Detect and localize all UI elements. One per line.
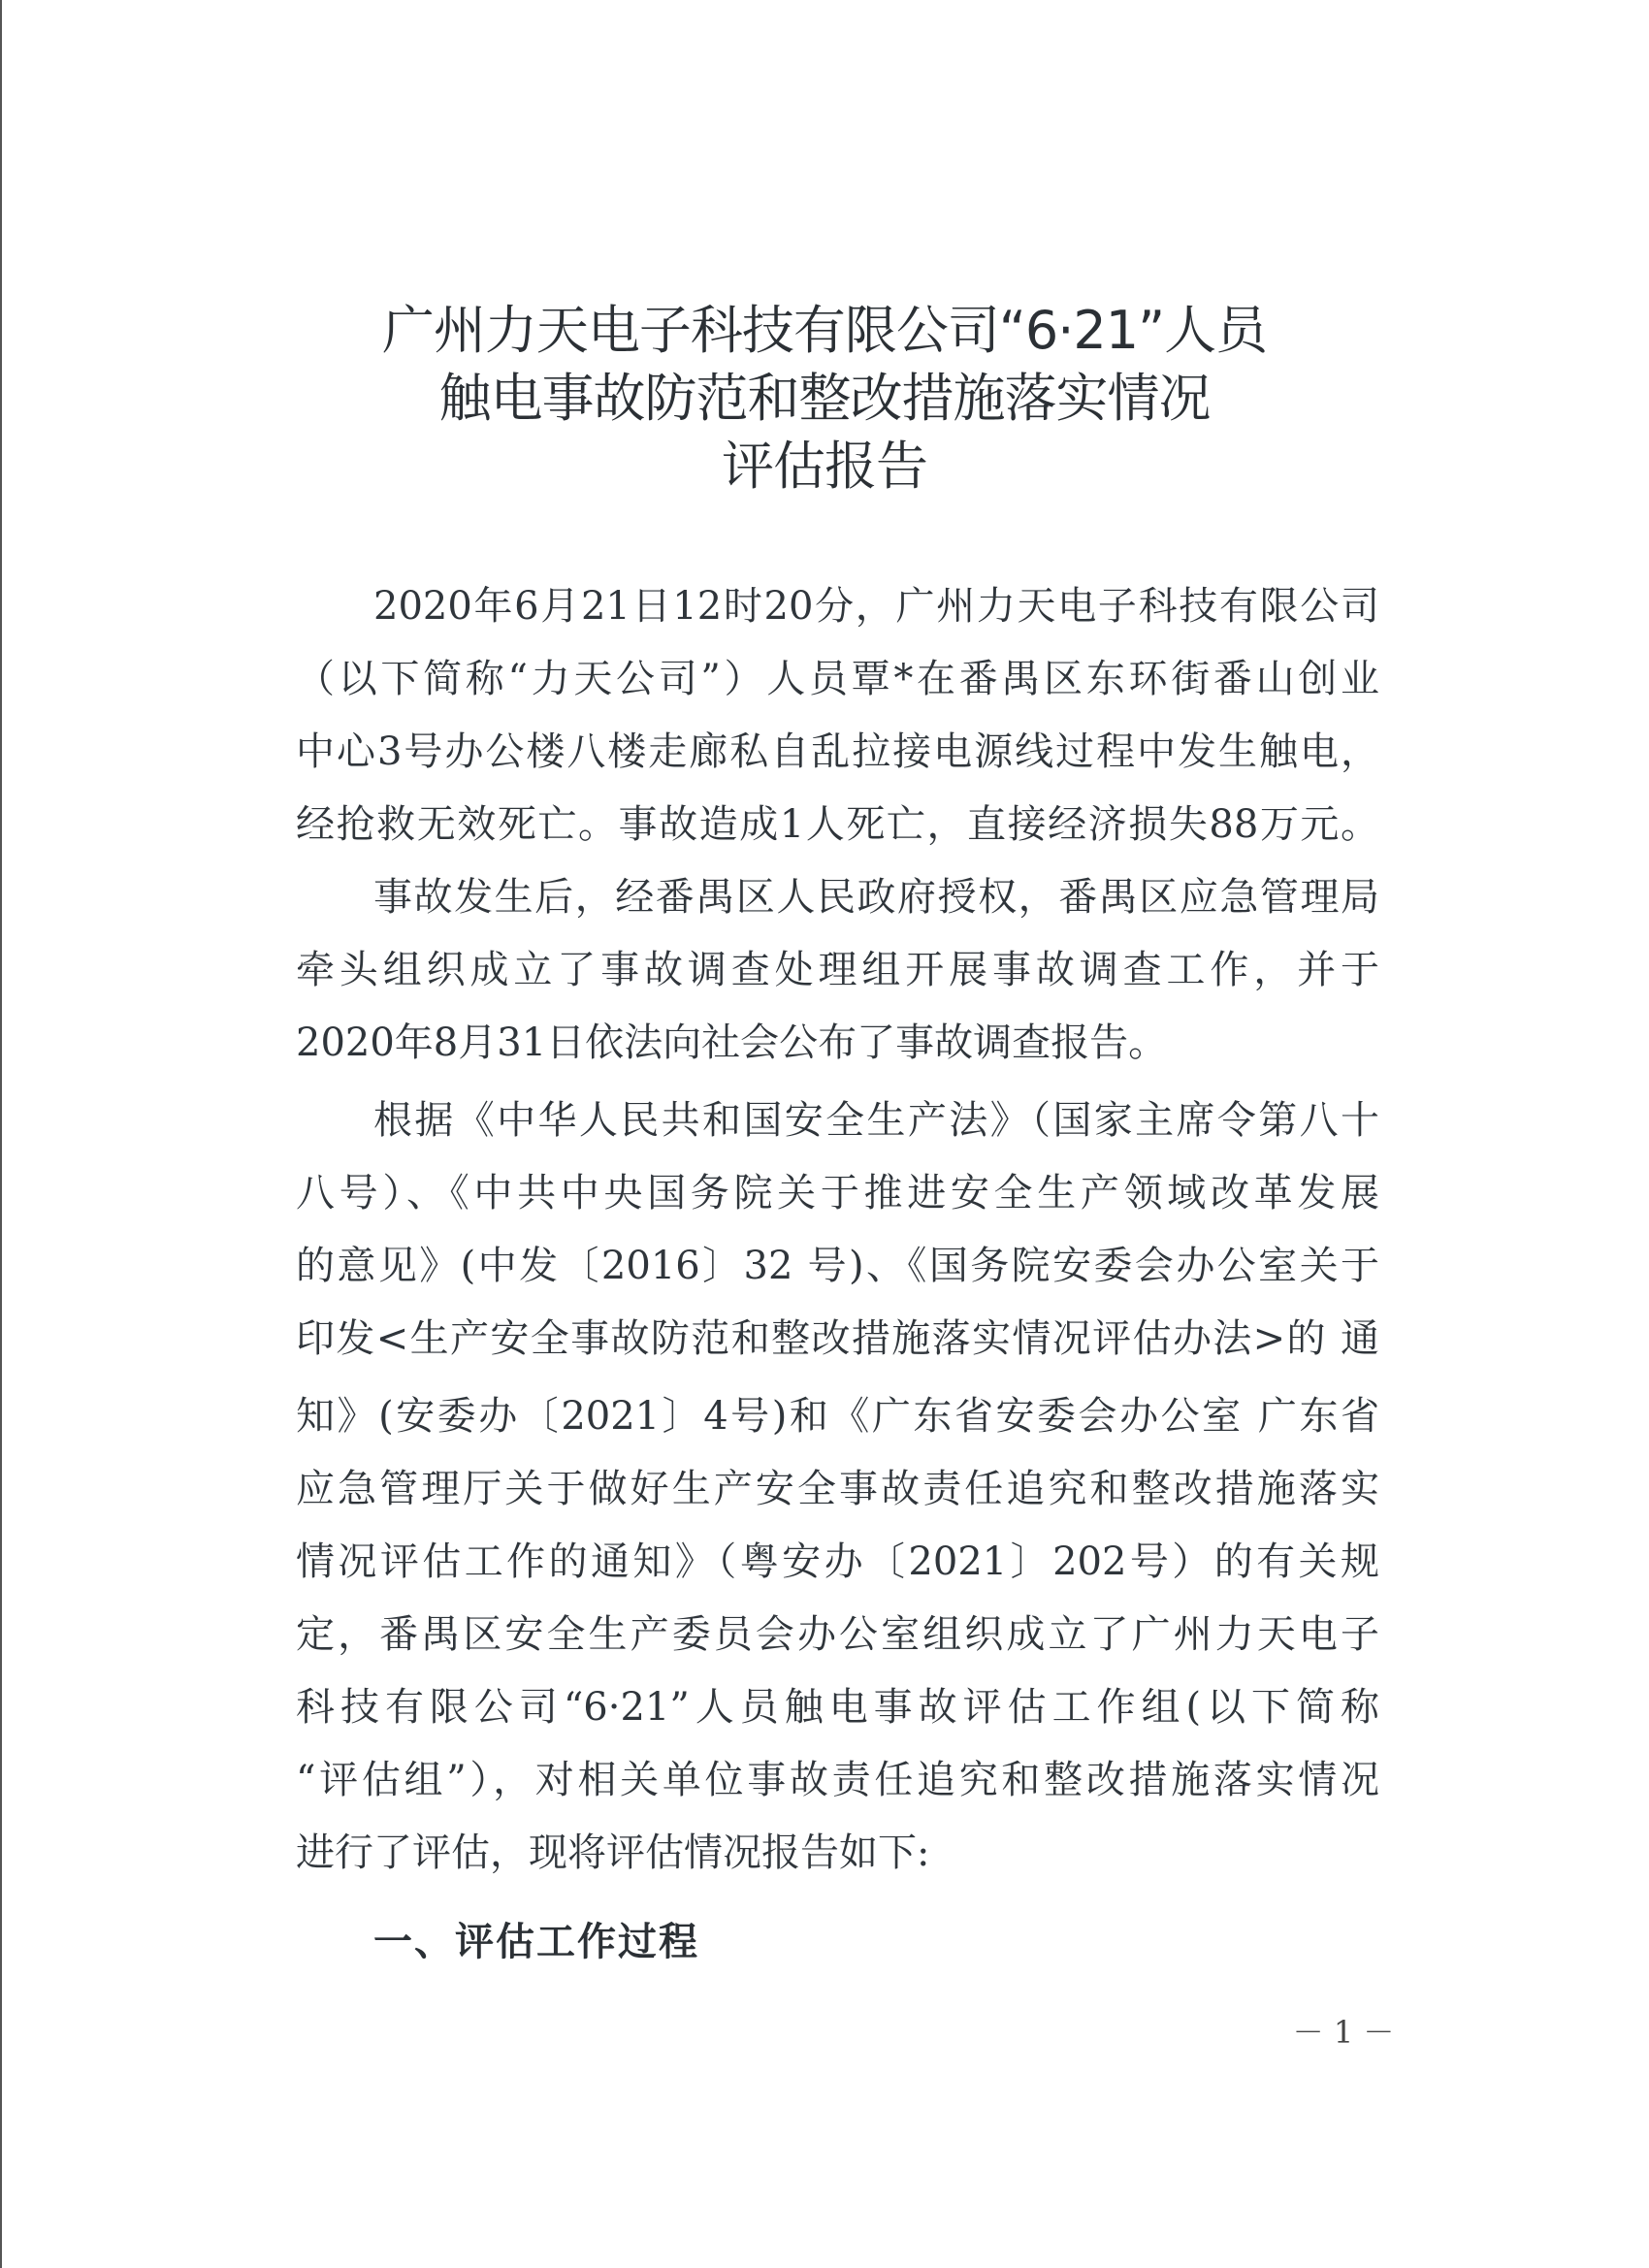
text-line: 经抢救无效死亡。事故造成1人死亡，直接经济损失88万元。 (296, 802, 1379, 847)
title-line-3: 评估报告 (722, 436, 927, 497)
title-line-1: 广州力天电子科技有限公司“6·21”人员 (381, 300, 1268, 361)
text-line: 根据《中华人民共和国安全生产法》（国家主席令第八十 (373, 1098, 1379, 1143)
text-line: 应急管理厅关于做好生产安全事故责任追究和整改措施落实 (296, 1467, 1379, 1511)
text-line: 进行了评估，现将评估情况报告如下: (296, 1831, 930, 1875)
text-line: “评估组”），对相关单位事故责任追究和整改措施落实情况 (296, 1758, 1379, 1802)
text-line: 印发<生产安全事故防范和整改措施落实情况评估办法>的 通 (296, 1316, 1379, 1361)
page-number: － 1 － (1292, 2014, 1395, 2051)
section-heading: 一、评估工作过程 (373, 1920, 699, 1964)
text-line: 的意见》(中发〔2016〕32 号)、《国务院安委会办公室关于 (296, 1244, 1379, 1288)
text-line: 牵头组织成立了事故调查处理组开展事故调查工作，并于 (296, 948, 1379, 992)
title-line-2: 触电事故防范和整改措施落实情况 (438, 368, 1211, 429)
text-line: 2020年8月31日依法向社会公布了事故调查报告。 (296, 1021, 1168, 1065)
text-line: 中心3号办公楼八楼走廊私自乱拉接电源线过程中发生触电， (296, 729, 1379, 774)
text-line: （以下简称“力天公司”）人员覃*在番禺区东环街番山创业 (296, 657, 1379, 701)
text-line: 知》(安委办〔2021〕4号)和《广东省安委会办公室 广东省 (296, 1394, 1379, 1439)
text-line: 定，番禺区安全生产委员会办公室组织成立了广州力天电子 (296, 1612, 1379, 1657)
text-line: 2020年6月21日12时20分，广州力天电子科技有限公司 (373, 584, 1379, 629)
text-line: 科技有限公司“6·21”人员触电事故评估工作组(以下简称 (296, 1685, 1379, 1730)
text-line: 情况评估工作的通知》（粤安办〔2021〕202号）的有关规 (296, 1539, 1379, 1584)
text-line: 事故发生后，经番禺区人民政府授权，番禺区应急管理局 (373, 875, 1379, 920)
text-line: 八号）、《中共中央国务院关于推进安全生产领域改革发展 (296, 1171, 1379, 1215)
